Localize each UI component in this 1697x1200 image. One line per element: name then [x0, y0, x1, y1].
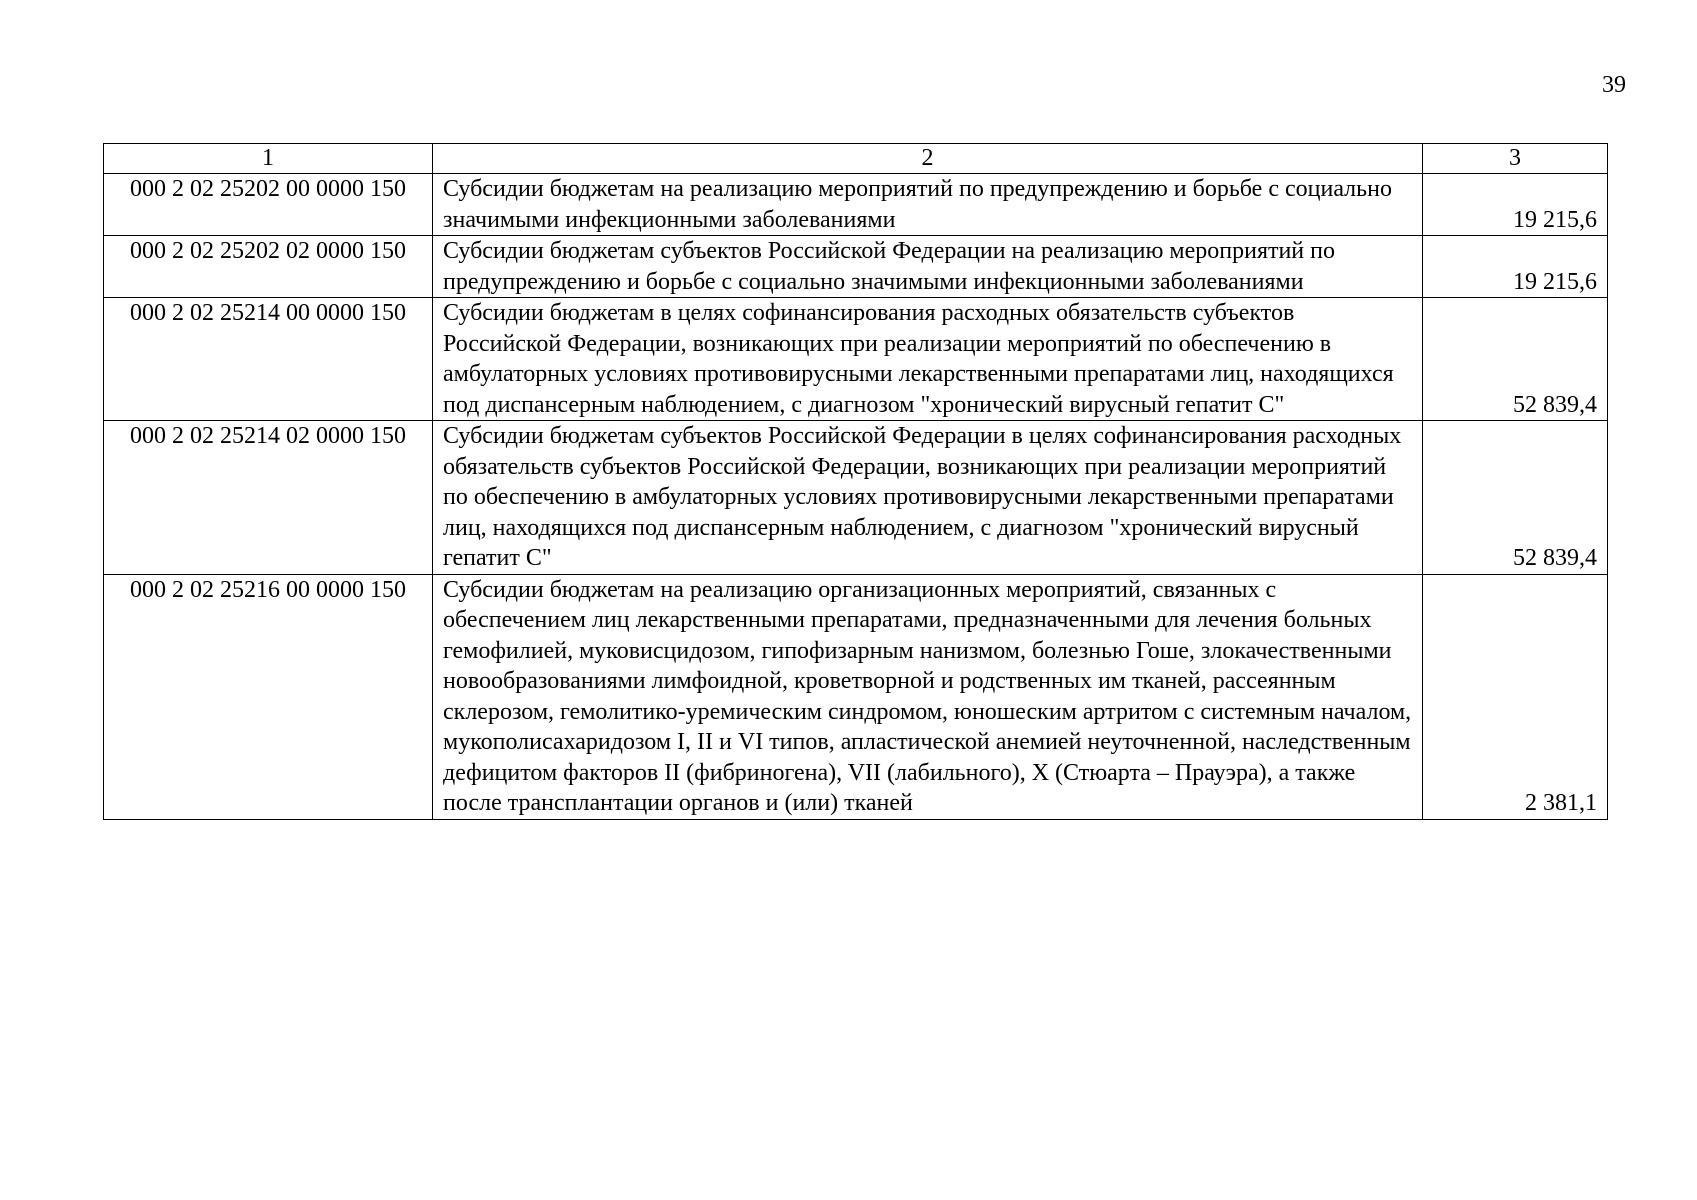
column-header-amount: 3	[1423, 144, 1608, 174]
budget-code-cell: 000 2 02 25202 00 0000 150	[104, 174, 433, 236]
description-cell: Субсидии бюджетам в целях софинансирования расходных обязательств субъектов Российской Федерации, возникающих при реализации мероприятий по обеспечению в амбулаторных условиях противовирусными лекарственными препаратами лиц, находящихся под диспансерным наблюдением, с диагнозом "хронический вирусный гепатит С"	[433, 298, 1423, 421]
budget-revenue-table	[103, 143, 1608, 820]
amount-cell: 2 381,1	[1423, 574, 1608, 819]
table-row	[104, 574, 1608, 819]
description-cell: Субсидии бюджетам субъектов Российской Федерации на реализацию мероприятий по предупреждению и борьбе с социально значимыми инфекционными заболеваниями	[433, 236, 1423, 298]
description-cell: Субсидии бюджетам на реализацию мероприятий по предупреждению и борьбе с социально значимыми инфекционными заболеваниями	[433, 174, 1423, 236]
description-cell: Субсидии бюджетам на реализацию организационных мероприятий, связанных с обеспечением лиц лекарственными препаратами, предназначенными для лечения больных гемофилией, муковисцидозом, гипофизарным нанизмом, болезнью Гоше, злокачественными новообразованиями лимфоидной, кроветворной и родственных им тканей, рассеянным склерозом, гемолитико-уремическим синдромом, юношеским артритом с системным началом, мукополисахаридозом I, II и VI типов, апластической анемией неуточненной, наследственным дефицитом факторов II (фибриногена), VII (лабильного), X (Стюарта – Прауэра), а также после трансплантации органов и (или) тканей	[433, 574, 1423, 819]
amount-cell: 52 839,4	[1423, 421, 1608, 575]
amount-cell: 19 215,6	[1423, 236, 1608, 298]
table-row	[104, 421, 1608, 575]
table-header-row	[104, 144, 1608, 174]
amount-cell: 19 215,6	[1423, 174, 1608, 236]
column-header-code: 1	[104, 144, 433, 174]
amount-cell: 52 839,4	[1423, 298, 1608, 421]
budget-code-cell: 000 2 02 25214 02 0000 150	[104, 421, 433, 575]
budget-code-cell: 000 2 02 25214 00 0000 150	[104, 298, 433, 421]
description-cell: Субсидии бюджетам субъектов Российской Федерации в целях софинансирования расходных обязательств субъектов Российской Федерации, возникающих при реализации мероприятий по обеспечению в амбулаторных условиях противовирусными лекарственными препаратами лиц, находящихся под диспансерным наблюдением, с диагнозом "хронический вирусный гепатит С"	[433, 421, 1423, 575]
table-row	[104, 298, 1608, 421]
budget-code-cell: 000 2 02 25216 00 0000 150	[104, 574, 433, 819]
table-row	[104, 236, 1608, 298]
table-row	[104, 174, 1608, 236]
budget-code-cell: 000 2 02 25202 02 0000 150	[104, 236, 433, 298]
column-header-name: 2	[433, 144, 1423, 174]
page-number: 39	[1602, 72, 1626, 98]
